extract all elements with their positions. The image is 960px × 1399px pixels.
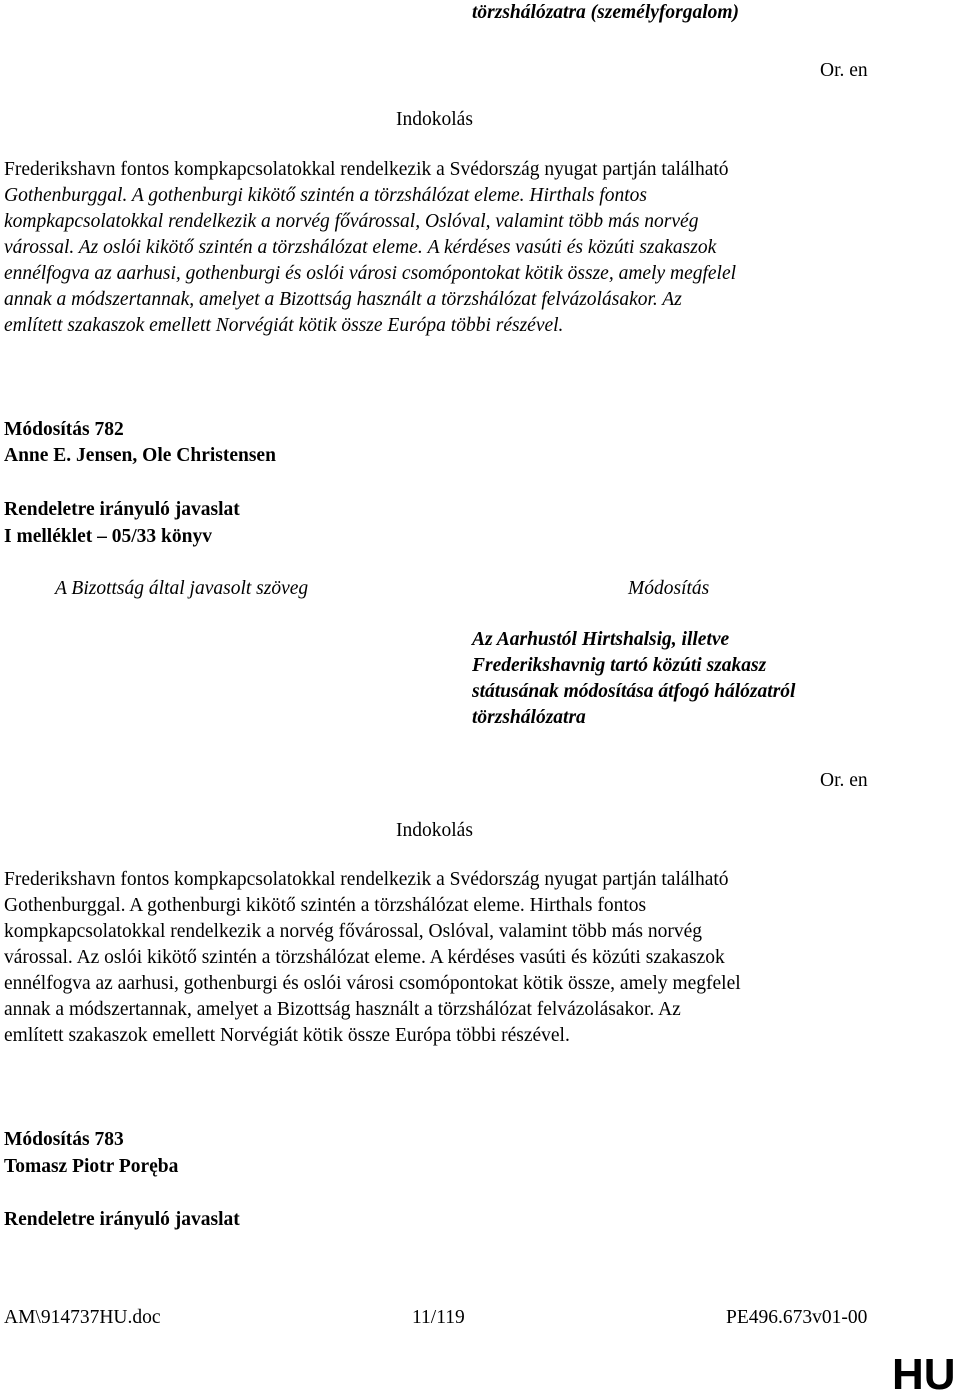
proposal-label: Rendeletre irányuló javaslat [4,1209,240,1230]
justification-line: Gothenburggal. A gothenburgi kikötő szintén a törzshálózat eleme. Hirthals fontos [4,185,647,206]
amendment-authors: Tomasz Piotr Poręba [4,1156,179,1177]
language-code: HU [892,1350,956,1399]
language-label: Or. en [820,770,868,791]
justification-line: annak a módszertannak, amelyet a Bizottság használt a törzshálózat felvázolásakor. Az [4,999,681,1020]
justification-heading: Indokolás [396,109,473,130]
amendment-text-line: Az Aarhustól Hirtshalsig, illetve [472,629,730,650]
justification-line: említett szakaszok emellett Norvégiát kötik össze Európa többi részével. [4,1025,570,1046]
justification-line: Frederikshavn fontos kompkapcsolatokkal rendelkezik a Svédország nyugat partján található [4,869,729,890]
amendment-title: Módosítás 782 [4,419,124,440]
amendment-authors: Anne E. Jensen, Ole Christensen [4,445,276,466]
justification-line: annak a módszertannak, amelyet a Bizottság használt a törzshálózat felvázolásakor. Az [4,289,682,310]
amendment-title: Módosítás 783 [4,1129,124,1150]
justification-line [4,235,904,261]
footer-pe-ref: PE496.673v01-00 [726,1307,868,1328]
amendment-tail-text: törzshálózatra (személyforgalom) [472,2,740,23]
language-label: Or. en [820,60,868,81]
justification-paragraph [4,157,904,339]
justification-italic-part: A kérdéses vasúti és közúti szakaszok [427,237,717,258]
amendment-text-line: törzshálózatra [472,707,586,728]
justification-paragraph [4,867,904,1049]
amendment-text-line: státusának módosítása átfogó hálózatról [472,681,796,702]
justification-line: kompkapcsolatokkal rendelkezik a norvég fővárossal, Oslóval, valamint több más norvég [4,211,699,232]
column-header-amendment: Módosítás [628,578,710,599]
reference-label: I melléklet – 05/33 könyv [4,526,212,547]
justification-line: említett szakaszok emellett Norvégiát kötik össze Európa többi részével. [4,315,564,336]
amendment-text [472,627,795,731]
footer-page-number: 11/119 [412,1307,465,1328]
justification-line: Frederikshavn fontos kompkapcsolatokkal rendelkezik a Svédország nyugat partján található [4,159,729,180]
justification-italic-part: várossal. Az oslói kikötő szintén a törzshálózat eleme. [4,237,423,258]
footer-doc-ref: AM\914737HU.doc [4,1307,161,1328]
justification-line: várossal. Az oslói kikötő szintén a törzshálózat eleme. A kérdéses vasúti és közúti szakaszok [4,947,725,968]
justification-heading: Indokolás [396,820,473,841]
justification-line: ennélfogva az aarhusi, gothenburgi és oslói városi csomópontokat kötik össze, amely megfelel [4,263,737,284]
proposal-label: Rendeletre irányuló javaslat [4,499,240,520]
justification-line: kompkapcsolatokkal rendelkezik a norvég fővárossal, Oslóval, valamint több más norvég [4,921,703,942]
justification-line: ennélfogva az aarhusi, gothenburgi és oslói városi csomópontokat kötik össze, amely megfelel [4,973,741,994]
column-header-commission-text: A Bizottság által javasolt szöveg [55,578,309,599]
justification-line: Gothenburggal. A gothenburgi kikötő szintén a törzshálózat eleme. Hirthals fontos [4,895,647,916]
amendment-text-line: Frederikshavnig tartó közúti szakasz [472,655,767,676]
